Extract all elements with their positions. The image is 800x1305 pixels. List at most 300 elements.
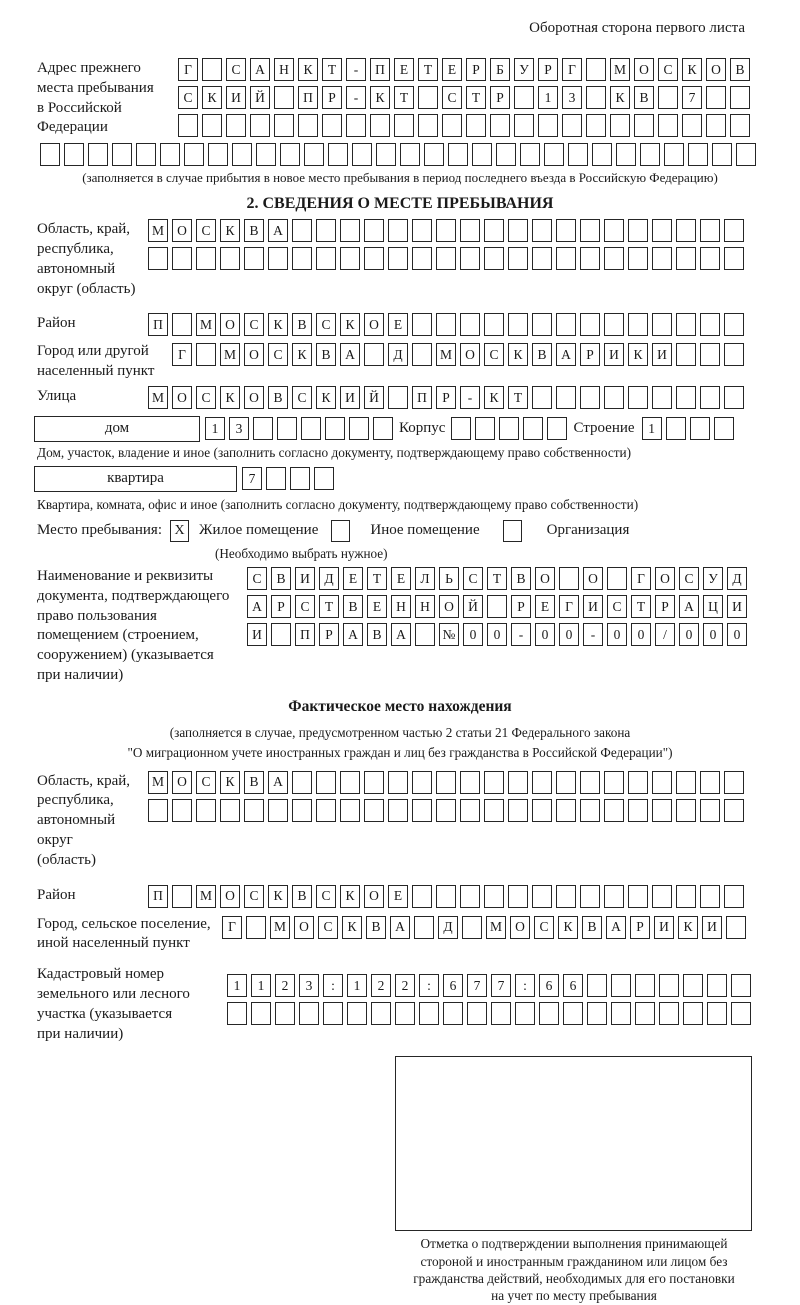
char-box[interactable]: В [582,916,602,939]
char-box[interactable]: О [706,58,726,81]
char-box[interactable] [40,143,60,166]
char-box[interactable] [532,885,552,908]
char-box[interactable]: И [247,623,267,646]
char-box[interactable] [580,219,600,242]
char-box[interactable]: 0 [631,623,651,646]
char-box[interactable]: А [390,916,410,939]
char-box[interactable] [268,247,288,270]
char-box[interactable]: - [346,86,366,109]
char-box[interactable] [394,114,414,137]
char-box[interactable]: : [419,974,439,997]
char-box[interactable]: Р [271,595,291,618]
char-box[interactable] [700,247,720,270]
char-box[interactable]: Р [319,623,339,646]
char-box[interactable] [418,114,438,137]
char-box[interactable] [487,595,507,618]
char-box[interactable] [244,799,264,822]
char-box[interactable] [496,143,516,166]
char-box[interactable]: Р [511,595,531,618]
char-box[interactable]: М [610,58,630,81]
char-box[interactable] [706,114,726,137]
char-box[interactable] [346,114,366,137]
char-box[interactable] [246,916,266,939]
char-box[interactable]: Е [391,567,411,590]
char-box[interactable]: И [604,343,624,366]
char-box[interactable]: Т [367,567,387,590]
char-box[interactable] [412,313,432,336]
char-box[interactable] [547,417,567,440]
char-box[interactable] [290,467,310,490]
char-box[interactable]: С [534,916,554,939]
char-box[interactable]: К [298,58,318,81]
char-box[interactable] [299,1002,319,1025]
char-box[interactable]: А [606,916,626,939]
char-box[interactable]: 1 [205,417,225,440]
char-box[interactable] [700,885,720,908]
char-box[interactable] [532,771,552,794]
char-box[interactable] [491,1002,511,1025]
char-box[interactable]: И [654,916,674,939]
char-box[interactable] [148,799,168,822]
char-box[interactable] [364,343,384,366]
char-box[interactable] [364,771,384,794]
char-box[interactable]: О [634,58,654,81]
char-box[interactable]: И [583,595,603,618]
char-box[interactable] [700,799,720,822]
char-box[interactable]: Р [580,343,600,366]
char-box[interactable] [724,799,744,822]
char-box[interactable] [724,313,744,336]
char-box[interactable]: 6 [563,974,583,997]
char-box[interactable] [256,143,276,166]
char-box[interactable]: О [172,219,192,242]
char-box[interactable] [314,467,334,490]
char-box[interactable] [587,1002,607,1025]
char-box[interactable] [611,974,631,997]
char-box[interactable]: 7 [242,467,262,490]
char-box[interactable]: С [196,771,216,794]
char-box[interactable]: К [484,386,504,409]
char-box[interactable]: 0 [487,623,507,646]
char-box[interactable]: К [340,313,360,336]
char-box[interactable]: Д [388,343,408,366]
char-box[interactable] [460,885,480,908]
char-box[interactable] [388,799,408,822]
char-box[interactable] [562,114,582,137]
char-box[interactable]: К [202,86,222,109]
char-box[interactable] [371,1002,391,1025]
char-box[interactable]: Е [535,595,555,618]
char-box[interactable]: / [655,623,675,646]
char-box[interactable]: О [364,885,384,908]
char-box[interactable]: С [196,386,216,409]
char-box[interactable] [676,247,696,270]
char-box[interactable] [563,1002,583,1025]
char-box[interactable] [424,143,444,166]
char-box[interactable] [514,86,534,109]
char-box[interactable] [726,916,746,939]
char-box[interactable] [280,143,300,166]
char-box[interactable] [451,417,471,440]
char-box[interactable]: А [679,595,699,618]
char-box[interactable]: К [268,885,288,908]
char-box[interactable] [607,567,627,590]
char-box[interactable]: Е [442,58,462,81]
char-box[interactable]: К [220,219,240,242]
char-box[interactable] [226,114,246,137]
char-box[interactable] [539,1002,559,1025]
char-box[interactable]: П [370,58,390,81]
char-box[interactable]: Т [319,595,339,618]
char-box[interactable]: М [486,916,506,939]
char-box[interactable] [700,313,720,336]
char-box[interactable]: 0 [463,623,483,646]
char-box[interactable] [292,247,312,270]
char-box[interactable] [202,58,222,81]
char-box[interactable]: Е [367,595,387,618]
char-box[interactable] [400,143,420,166]
char-box[interactable] [652,219,672,242]
char-box[interactable] [628,386,648,409]
char-box[interactable] [484,771,504,794]
char-box[interactable] [323,1002,343,1025]
char-box[interactable] [64,143,84,166]
char-box[interactable] [436,219,456,242]
char-box[interactable] [316,771,336,794]
char-box[interactable] [659,1002,679,1025]
char-box[interactable] [724,771,744,794]
char-box[interactable]: И [340,386,360,409]
char-box[interactable]: М [270,916,290,939]
char-box[interactable] [484,219,504,242]
char-box[interactable] [724,219,744,242]
char-box[interactable] [412,247,432,270]
char-box[interactable]: Л [415,567,435,590]
char-box[interactable]: Г [172,343,192,366]
char-box[interactable] [196,247,216,270]
char-box[interactable] [418,86,438,109]
char-box[interactable] [436,247,456,270]
char-box[interactable] [676,386,696,409]
char-box[interactable] [484,313,504,336]
char-box[interactable] [690,417,710,440]
char-box[interactable] [88,143,108,166]
char-box[interactable] [484,799,504,822]
char-box[interactable]: П [148,313,168,336]
char-box[interactable]: : [323,974,343,997]
char-box[interactable] [604,799,624,822]
char-box[interactable] [586,58,606,81]
char-box[interactable]: О [364,313,384,336]
char-box[interactable] [443,1002,463,1025]
char-box[interactable] [700,219,720,242]
char-box[interactable]: С [463,567,483,590]
char-box[interactable] [316,799,336,822]
char-box[interactable]: 1 [642,417,662,440]
char-box[interactable] [730,114,750,137]
house-type-box[interactable]: дом [34,416,200,442]
char-box[interactable]: С [318,916,338,939]
char-box[interactable] [508,771,528,794]
char-box[interactable] [724,343,744,366]
char-box[interactable]: Т [508,386,528,409]
char-box[interactable]: О [535,567,555,590]
char-box[interactable] [676,313,696,336]
char-box[interactable] [172,313,192,336]
char-box[interactable] [178,114,198,137]
char-box[interactable]: Р [655,595,675,618]
char-box[interactable] [635,1002,655,1025]
char-box[interactable]: 1 [227,974,247,997]
char-box[interactable]: Е [394,58,414,81]
char-box[interactable] [604,771,624,794]
char-box[interactable] [628,313,648,336]
char-box[interactable]: П [295,623,315,646]
char-box[interactable]: В [367,623,387,646]
char-box[interactable]: Г [222,916,242,939]
char-box[interactable] [196,343,216,366]
char-box[interactable] [316,247,336,270]
char-box[interactable]: Р [538,58,558,81]
char-box[interactable] [508,885,528,908]
char-box[interactable]: Т [631,595,651,618]
char-box[interactable] [376,143,396,166]
char-box[interactable]: Г [562,58,582,81]
char-box[interactable] [412,343,432,366]
char-box[interactable] [724,386,744,409]
char-box[interactable]: 7 [467,974,487,997]
char-box[interactable]: 7 [682,86,702,109]
char-box[interactable] [676,799,696,822]
char-box[interactable]: С [484,343,504,366]
char-box[interactable] [682,114,702,137]
char-box[interactable] [580,313,600,336]
char-box[interactable] [415,623,435,646]
char-box[interactable] [467,1002,487,1025]
char-box[interactable] [652,885,672,908]
char-box[interactable]: П [412,386,432,409]
char-box[interactable]: Е [388,885,408,908]
char-box[interactable]: В [268,386,288,409]
char-box[interactable] [730,86,750,109]
char-box[interactable] [714,417,734,440]
char-box[interactable]: Д [438,916,458,939]
char-box[interactable]: А [268,771,288,794]
char-box[interactable] [460,771,480,794]
char-box[interactable] [628,799,648,822]
char-box[interactable] [731,974,751,997]
char-box[interactable]: 2 [275,974,295,997]
char-box[interactable] [325,417,345,440]
char-box[interactable]: 6 [539,974,559,997]
char-box[interactable] [436,313,456,336]
char-box[interactable] [628,219,648,242]
apartment-type-box[interactable]: квартира [34,466,237,492]
char-box[interactable] [196,799,216,822]
char-box[interactable]: И [295,567,315,590]
char-box[interactable]: С [268,343,288,366]
char-box[interactable]: О [583,567,603,590]
char-box[interactable]: 1 [347,974,367,997]
char-box[interactable] [688,143,708,166]
char-box[interactable]: К [292,343,312,366]
char-box[interactable] [604,885,624,908]
char-box[interactable]: М [196,885,216,908]
char-box[interactable] [172,247,192,270]
char-box[interactable] [700,386,720,409]
char-box[interactable]: 0 [727,623,747,646]
char-box[interactable] [652,771,672,794]
char-box[interactable] [148,247,168,270]
char-box[interactable]: Й [250,86,270,109]
char-box[interactable] [628,771,648,794]
char-box[interactable] [652,247,672,270]
char-box[interactable] [634,114,654,137]
char-box[interactable] [253,417,273,440]
char-box[interactable] [340,799,360,822]
char-box[interactable] [556,247,576,270]
char-box[interactable] [707,974,727,997]
char-box[interactable] [724,885,744,908]
char-box[interactable] [580,247,600,270]
char-box[interactable]: Н [415,595,435,618]
char-box[interactable]: О [460,343,480,366]
char-box[interactable] [227,1002,247,1025]
char-box[interactable] [532,799,552,822]
char-box[interactable]: О [510,916,530,939]
char-box[interactable]: Г [631,567,651,590]
char-box[interactable] [172,799,192,822]
char-box[interactable] [700,343,720,366]
char-box[interactable]: 1 [538,86,558,109]
char-box[interactable]: С [316,313,336,336]
char-box[interactable]: М [436,343,456,366]
char-box[interactable]: П [298,86,318,109]
char-box[interactable] [347,1002,367,1025]
char-box[interactable]: 0 [559,623,579,646]
char-box[interactable]: 3 [299,974,319,997]
char-box[interactable]: - [346,58,366,81]
char-box[interactable] [298,114,318,137]
stay-type-checkbox-organization[interactable] [503,520,522,542]
char-box[interactable]: И [727,595,747,618]
char-box[interactable]: К [678,916,698,939]
char-box[interactable] [640,143,660,166]
char-box[interactable]: К [316,386,336,409]
char-box[interactable] [559,567,579,590]
char-box[interactable] [412,799,432,822]
char-box[interactable] [604,386,624,409]
char-box[interactable] [538,114,558,137]
char-box[interactable]: Т [394,86,414,109]
char-box[interactable] [271,623,291,646]
char-box[interactable]: К [340,885,360,908]
char-box[interactable]: С [292,386,312,409]
char-box[interactable] [532,386,552,409]
char-box[interactable]: Т [487,567,507,590]
char-box[interactable] [301,417,321,440]
char-box[interactable] [586,114,606,137]
char-box[interactable]: К [610,86,630,109]
char-box[interactable] [724,247,744,270]
char-box[interactable] [556,313,576,336]
char-box[interactable] [515,1002,535,1025]
char-box[interactable]: О [294,916,314,939]
char-box[interactable] [208,143,228,166]
char-box[interactable] [395,1002,415,1025]
stay-type-checkbox-residential[interactable]: X [170,520,189,542]
char-box[interactable]: 7 [491,974,511,997]
char-box[interactable] [460,799,480,822]
char-box[interactable]: А [250,58,270,81]
char-box[interactable] [580,885,600,908]
char-box[interactable] [388,771,408,794]
char-box[interactable]: К [628,343,648,366]
char-box[interactable]: О [244,386,264,409]
char-box[interactable] [556,771,576,794]
char-box[interactable]: Й [463,595,483,618]
char-box[interactable] [604,313,624,336]
char-box[interactable] [700,771,720,794]
char-box[interactable]: Б [490,58,510,81]
char-box[interactable]: О [172,771,192,794]
char-box[interactable]: П [148,885,168,908]
char-box[interactable] [532,219,552,242]
char-box[interactable] [580,386,600,409]
char-box[interactable] [462,916,482,939]
char-box[interactable] [388,247,408,270]
char-box[interactable]: К [558,916,578,939]
char-box[interactable]: В [366,916,386,939]
char-box[interactable] [322,114,342,137]
char-box[interactable] [676,343,696,366]
char-box[interactable] [611,1002,631,1025]
char-box[interactable] [136,143,156,166]
char-box[interactable]: Д [727,567,747,590]
char-box[interactable] [652,313,672,336]
char-box[interactable] [508,247,528,270]
char-box[interactable]: 3 [562,86,582,109]
char-box[interactable] [460,247,480,270]
char-box[interactable] [250,114,270,137]
char-box[interactable] [683,1002,703,1025]
char-box[interactable] [466,114,486,137]
char-box[interactable]: С [244,885,264,908]
char-box[interactable]: И [702,916,722,939]
char-box[interactable] [652,799,672,822]
char-box[interactable] [658,114,678,137]
char-box[interactable] [707,1002,727,1025]
char-box[interactable] [436,885,456,908]
char-box[interactable]: 3 [229,417,249,440]
char-box[interactable]: Н [391,595,411,618]
char-box[interactable] [436,799,456,822]
char-box[interactable] [448,143,468,166]
stay-type-checkbox-other[interactable] [331,520,350,542]
char-box[interactable] [664,143,684,166]
char-box[interactable]: С [316,885,336,908]
char-box[interactable] [220,247,240,270]
char-box[interactable] [460,313,480,336]
char-box[interactable] [676,219,696,242]
char-box[interactable] [388,386,408,409]
char-box[interactable]: К [370,86,390,109]
char-box[interactable]: К [342,916,362,939]
char-box[interactable]: М [148,386,168,409]
char-box[interactable]: А [268,219,288,242]
char-box[interactable] [112,143,132,166]
char-box[interactable]: Р [490,86,510,109]
